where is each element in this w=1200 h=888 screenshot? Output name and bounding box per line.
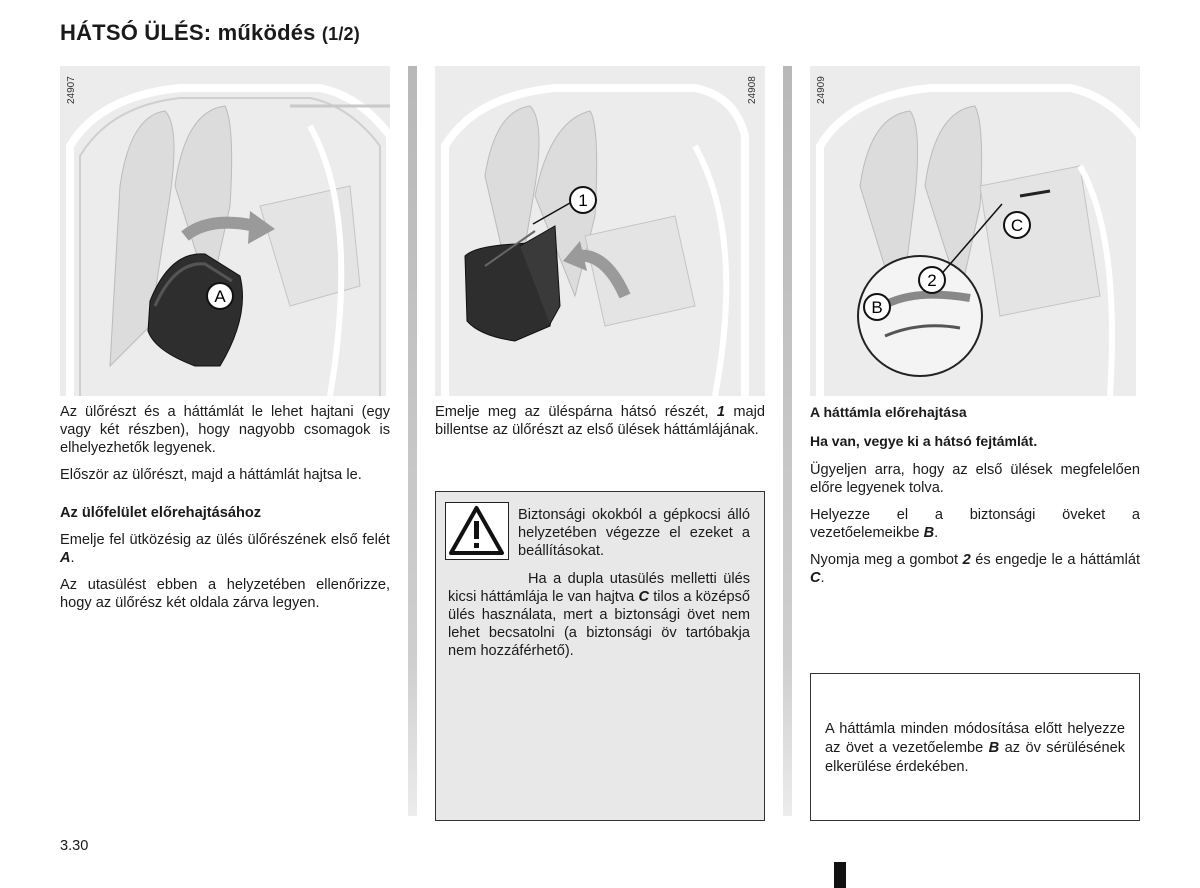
col1-paragraph-1: Az ülőrészt és a háttámlát le lehet hajtani (egy vagy két részben), hogy nagyobb csomagok is elhelyezhetők legyenek. (60, 404, 390, 456)
col1-paragraph-2: Először az ülőrészt, majd a háttámlát hajtsa le. (60, 467, 362, 483)
col1-paragraph-3: Emelje fel ütközésig az ülés ülőrészének első felét A. (60, 532, 390, 566)
column-divider-right (783, 66, 792, 816)
callout-b: B (871, 298, 883, 317)
callout-2: 2 (927, 271, 937, 290)
col3-heading-1: A háttámla előrehajtása (810, 404, 967, 420)
warning-text-2: Ha a dupla utasülés melletti ülés kicsi háttámlája le van hajtva C tilos a középső ülés használata, mert a biztonsági övet nem lehet becsatolni (a biztonsági öv tartóbakja nem hozzáférhető). (448, 571, 750, 659)
safety-warning-box (435, 491, 765, 821)
callout-a: A (214, 287, 226, 306)
figure-seat-tilt-illustration (435, 66, 765, 396)
col1-heading: Az ülőfelület előrehajtásához (60, 505, 262, 521)
note-text: A háttámla minden módosítása előtt helyezze az övet a vezetőelembe B az öv sérülésének elkerülése érdekében. (825, 721, 1125, 775)
page-edge-marker (834, 862, 846, 888)
column-3-text (810, 403, 1140, 596)
callout-c: C (1010, 216, 1024, 235)
col3-paragraph-2: Helyezze el a biztonsági öveket a vezetőelemeikbe B. (810, 507, 1140, 541)
figure-seat-cushion-fold (60, 66, 390, 396)
page-number: 3.30 (60, 838, 89, 854)
warning-triangle-icon (445, 502, 509, 560)
col2-paragraph-1: Emelje meg az üléspárna hátsó részét, 1 majd billentse az ülőrészt az első ülések háttámlájának. (435, 404, 765, 438)
figure-number: 24909 (816, 76, 827, 104)
seatbelt-note-box (810, 673, 1140, 821)
col3-paragraph-3: Nyomja meg a gombot 2 és engedje le a háttámlát C. (810, 552, 1140, 586)
figure-seat-cushion-illustration (60, 66, 390, 396)
col3-heading-2: Ha van, vegye ki a hátsó fejtámlát. (810, 433, 1038, 449)
col1-paragraph-4: Az utasülést ebben a helyzetében ellenőrizze, hogy az ülőrész két oldala zárva legyen. (60, 577, 390, 611)
warning-text-1: Biztonsági okokból a gépkocsi álló helyzetében végezze el ezeket a beállításokat. (518, 507, 750, 559)
figure-backrest-fold (810, 66, 1140, 396)
figure-number: 24907 (66, 76, 77, 104)
callout-1: 1 (578, 191, 588, 210)
figure-seat-cushion-tilt (435, 66, 765, 396)
figure-number: 24908 (747, 76, 758, 104)
col3-paragraph-1: Ügyeljen arra, hogy az első ülések megfelelően előre legyenek tolva. (810, 462, 1140, 496)
figure-backrest-illustration (810, 66, 1140, 396)
column-1-text (60, 403, 390, 621)
page-title: HÁTSÓ ÜLÉS: működés (1/2) (60, 20, 360, 45)
column-divider-left (408, 66, 417, 816)
column-2-text (435, 403, 765, 448)
